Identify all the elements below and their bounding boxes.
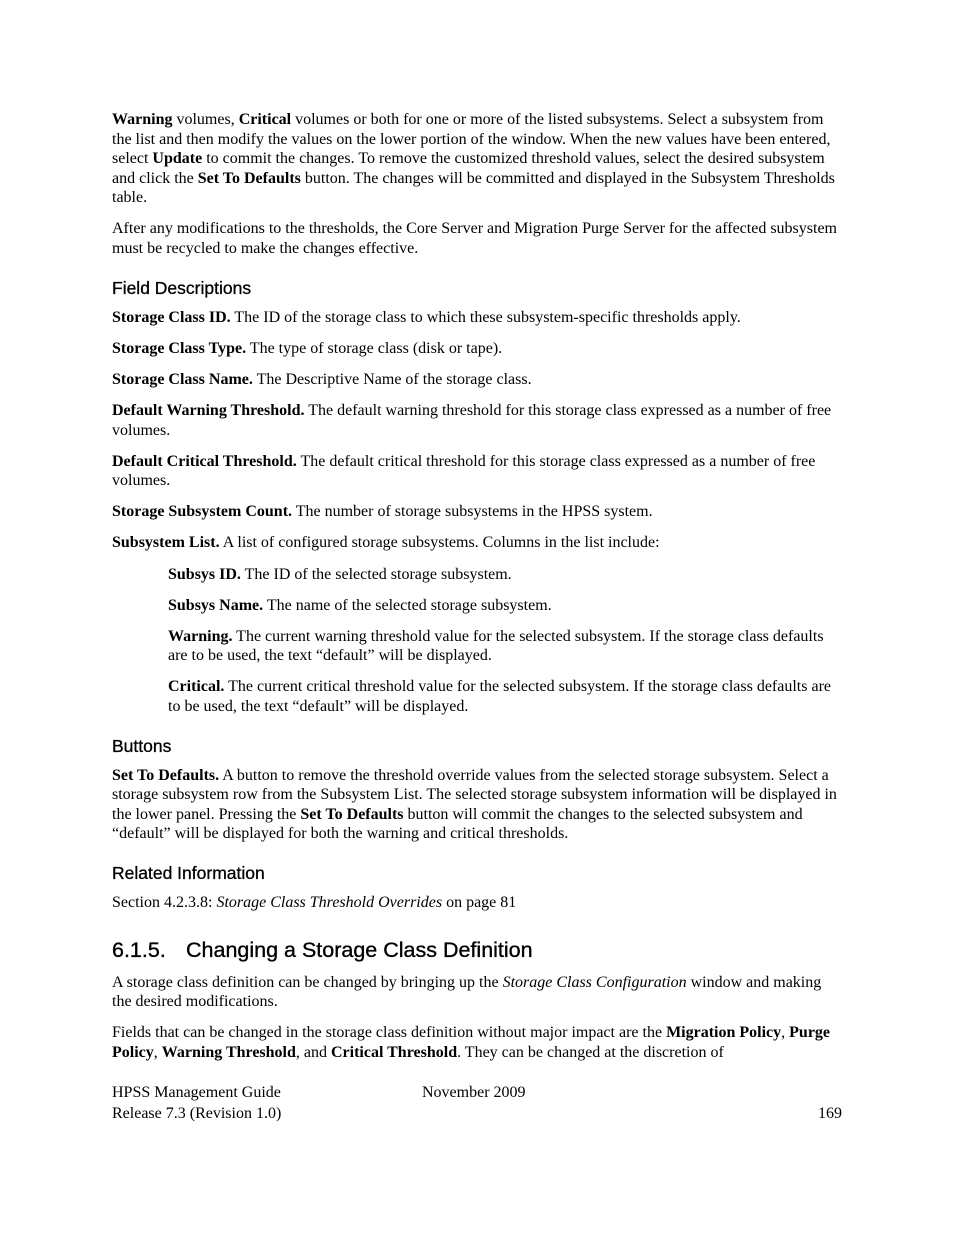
section-paragraph: Fields that can be changed in the storage class definition without major impact are the Migration Policy, Purge Policy, Warning Threshold, and Critical Threshold. They can be changed at the discretion of — [112, 1024, 831, 1061]
column-description: Subsys ID. The ID of the selected storage subsystem. — [168, 565, 512, 583]
footer-date: November 2009 — [422, 1084, 526, 1101]
related-reference: Section 4.2.3.8: Storage Class Threshold Overrides on page 81 — [112, 893, 517, 911]
bold-term: Storage Class Name. — [112, 370, 253, 388]
field-description: Default Warning Threshold. The default warning threshold for this storage class expressed as a number of free volumes. — [112, 401, 832, 439]
button-description: Set To Defaults. A button to remove the threshold override values from the selected storage subsystem. Select a storage subsystem row from the Subsystem List. The selected storage subsystem information will be displayed in the lower panel. Pressing the Set To Defaults button will commit the changes to the selected subsystem and “default” will be displayed for both the warning and critical thresholds. — [112, 766, 837, 843]
bold-term: Set To Defaults — [300, 805, 404, 823]
intro-paragraph-2: After any modifications to the thresholds, the Core Server and Migration Purge Server for the affected subsystem must be recycled to make the changes effective. — [112, 220, 837, 258]
bold-term: Subsys ID. — [168, 565, 241, 583]
field-description: Storage Class ID. The ID of the storage class to which these subsystem-specific thresholds apply. — [112, 308, 741, 326]
field-description: Storage Subsystem Count. The number of storage subsystems in the HPSS system. — [112, 503, 653, 521]
bold-term: Purge Policy — [112, 1024, 831, 1061]
field-description: Subsystem List. A list of configured storage subsystems. Columns in the list include: — [112, 534, 660, 552]
field-description: Default Critical Threshold. The default critical threshold for this storage class expressed as a number of free volumes. — [112, 452, 816, 490]
intro-paragraph-1: Warning volumes, Critical volumes or both for one or more of the listed subsystems. Select a subsystem from the list and then modify the values on the lower portion of the window. When the new values have been entered, select Update to commit the changes. To remove the customized threshold values, select the desired subsystem and click the Set To Defaults button. The changes will be committed and displayed in the Subsystem Thresholds table. — [112, 111, 835, 207]
bold-term: Update — [152, 150, 203, 168]
bold-term: Subsys Name. — [168, 596, 264, 614]
bold-term: Warning — [112, 111, 173, 128]
section-heading — [112, 937, 844, 963]
footer-page-number: 169 — [818, 1105, 842, 1122]
page-footer — [112, 1082, 842, 1124]
footer-release: Release 7.3 (Revision 1.0) — [112, 1105, 282, 1122]
bold-term: Set To Defaults — [197, 169, 301, 187]
document-page — [112, 110, 844, 1074]
bold-term: Warning. — [168, 627, 233, 645]
bold-term: Storage Class Type. — [112, 339, 247, 357]
section-title: Changing a Storage Class Definition — [186, 937, 533, 962]
bold-term: Warning Threshold — [161, 1043, 296, 1061]
bold-term: Subsystem List. — [112, 534, 220, 552]
buttons-heading: Buttons — [112, 735, 172, 756]
column-description: Warning. The current warning threshold value for the selected subsystem. If the storage class defaults are to be used, the text “default” will be displayed. — [168, 627, 824, 665]
bold-term: Migration Policy — [666, 1024, 782, 1042]
bold-term: Set To Defaults. — [112, 766, 220, 784]
bold-term: Default Warning Threshold. — [112, 401, 305, 419]
field-description: Storage Class Type. The type of storage class (disk or tape). — [112, 339, 503, 357]
italic-term: Storage Class Configuration — [502, 973, 687, 991]
related-information-heading: Related Information — [112, 862, 265, 883]
column-description: Critical. The current critical threshold value for the selected subsystem. If the storage class defaults are to be used, the text “default” will be displayed. — [168, 678, 832, 715]
bold-term: Storage Subsystem Count. — [112, 503, 293, 521]
field-descriptions-heading: Field Descriptions — [112, 277, 252, 298]
section-paragraph: A storage class definition can be changed by bringing up the Storage Class Configuration window and making the desired modifications. — [112, 973, 822, 1011]
section-number: 6.1.5. — [112, 937, 166, 962]
bold-term: Critical Threshold — [331, 1043, 458, 1061]
field-description: Storage Class Name. The Descriptive Name of the storage class. — [112, 370, 532, 388]
bold-term: Critical. — [168, 678, 225, 696]
bold-term: Critical — [238, 111, 292, 128]
bold-term: Storage Class ID. — [112, 308, 231, 326]
italic-term: Storage Class Threshold Overrides — [216, 893, 443, 911]
footer-doc-title: HPSS Management Guide — [112, 1084, 281, 1101]
bold-term: Default Critical Threshold. — [112, 452, 297, 470]
column-description: Subsys Name. The name of the selected storage subsystem. — [168, 596, 552, 614]
